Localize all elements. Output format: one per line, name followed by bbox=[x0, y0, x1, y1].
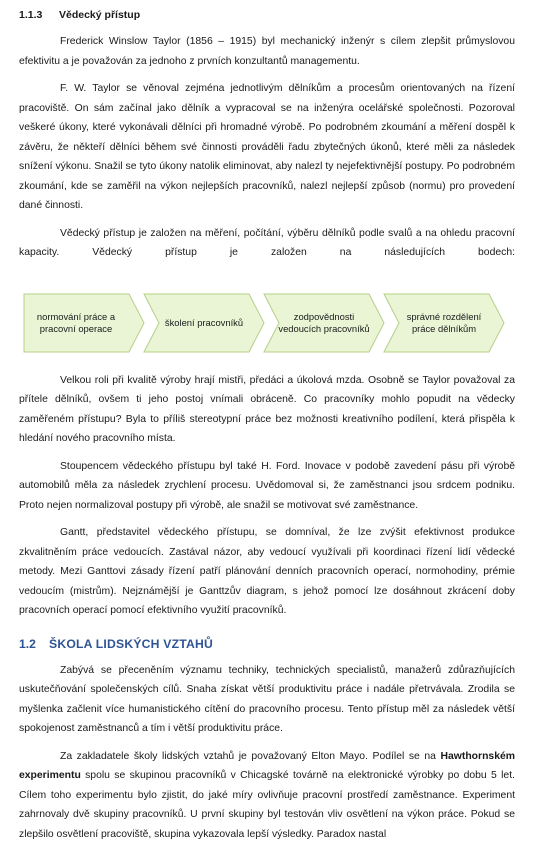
paragraph-taylor-workers: F. W. Taylor se věnoval zejména jednotlivým dělníkům a procesům orientovaných na řízení pracoviště. On sám začínal jako dělník a vypracoval se na inženýra ocelářské společnosti. Pozoroval veškeré úkony, které vykonávali dělníci při hromadné výrobě. Po podrobném zkoumání a měření dospěl k závěru, že někteří dělníci během své činnosti prováděli řadu zbytečných úkonů, které měli za následek snížení výkonu. Snažil se tyto úkony natolik eliminovat, aby nalezl ty nejefektivnější postupy. Po podrobném zkoumání, kde se zaměřil na výkon nejlepších pracovníků, nalezl nejlepší způsob (normu) pro provedení dané činnosti. bbox=[19, 79, 515, 216]
chevron-step-3 bbox=[263, 293, 385, 353]
section-title: Vědecký přístup bbox=[59, 9, 140, 21]
process-chevron-diagram bbox=[19, 271, 515, 361]
paragraph-text: Za zakladatele školy lidských vztahů je považovaný Elton Mayo. Podílel se na bbox=[60, 751, 441, 762]
paragraph-scientific-approach: Vědecký přístup je založen na měření, počítání, výběru dělníků podle svalů a na ohledu pracovní kapacity. Vědecký přístup je založen na následujících bodech: bbox=[19, 224, 515, 263]
paragraph-taylor-intro: Frederick Winslow Taylor (1856 – 1915) byl mechanický inženýr s cílem zlepšit průmyslovou efektivitu a je považován za jednoho z prvních konzultantů managementu. bbox=[19, 32, 515, 71]
chevron-label-1: normování práce a pracovní operace bbox=[23, 293, 129, 353]
chevron-step-2 bbox=[143, 293, 265, 353]
chevron-label-3: zodpovědnosti vedoucích pracovníků bbox=[277, 293, 371, 353]
paragraph-text: spolu se skupinou pracovníků v Chicagské továrně na elektronické výrobky po dobu 5 let. Cílem toho experimentu bylo zjistit, do jaké míry ovlivňuje pracovní prostředí zaměstnance. Experiment zahrnovaly dvě skupiny pracovníků. U první skupiny byl testován vliv osvětlení na výkon práce. Pokud se zlepšilo osvětlení pracoviště, skupina vykazovala lepší výsledky. Paradox nastal bbox=[19, 770, 515, 840]
section-title: ŠKOLA LIDSKÝCH VZTAHŮ bbox=[49, 637, 213, 651]
paragraph-masters-wages: Velkou roli při kvalitě výroby hrají mistři, předáci a úkolová mzda. Osobně se Taylor považoval za přítele dělníků, ovšem ti jeho postoj vnímali obráceně. Co pracovníky mohlo popudit na vědecky zaměřeném přístupu? Byla to příliš stereotypní práce bez možnosti kreativního podílení, která přispěla k hledání nového pracovního místa. bbox=[19, 371, 515, 449]
paragraph-human-relations: Zabývá se přeceněním významu techniky, technických specialistů, manažerů zdůrazňujících uskutečňování společenských cílů. Snaha získat větší produktivitu práce i nadále přetrvávala. Zrodila se myšlenka začlenit více humanistického cítění do pracovního procesu. Tento přístup měl za následek větší spokojenost zaměstnanců a tím i větší produktivitu práce. bbox=[19, 661, 515, 739]
paragraph-ford: Stoupencem vědeckého přístupu byl také H. Ford. Inovace v podobě zavedení pásu při výrobě automobilů měla za následek zrychlení procesu. Uvědomoval si, že zaměstnanci jsou srdcem podniku. Proto nejen normalizoval postupy při výrobě, ale snažil se motivovat své zaměstnance. bbox=[19, 457, 515, 516]
bold-term: Hawthornském experimentu bbox=[19, 751, 515, 782]
chevron-step-4 bbox=[383, 293, 505, 353]
paragraph-elton-mayo bbox=[19, 747, 515, 844]
section-number: 1.2 bbox=[19, 637, 49, 651]
section-heading-1-1-3 bbox=[19, 9, 515, 21]
paragraph-gantt: Gantt, představitel vědeckého přístupu, se domníval, že lze zvýšit efektivnost produkce zkvalitněním práce vedoucích. Zastával názor, aby vedoucí využívali při koordinaci řízení lidí vědecké metody. Mezi Ganttovi zásady řízení patří plánování denních pracovních operací, normohodiny, prémie vedoucím (mistrům). Nejznámější je Ganttzův diagram, s jehož pomocí lze dosáhnout zkrácení doby pracovních operací pomocí efektivního využití pracovníků. bbox=[19, 523, 515, 621]
chevron-label-4: správné rozdělení práce dělníkům bbox=[397, 293, 491, 353]
chevron-step-1 bbox=[23, 293, 145, 353]
chevron-label-2: školení pracovníků bbox=[157, 293, 251, 353]
section-heading-1-2 bbox=[19, 637, 515, 651]
section-number: 1.1.3 bbox=[19, 9, 59, 21]
